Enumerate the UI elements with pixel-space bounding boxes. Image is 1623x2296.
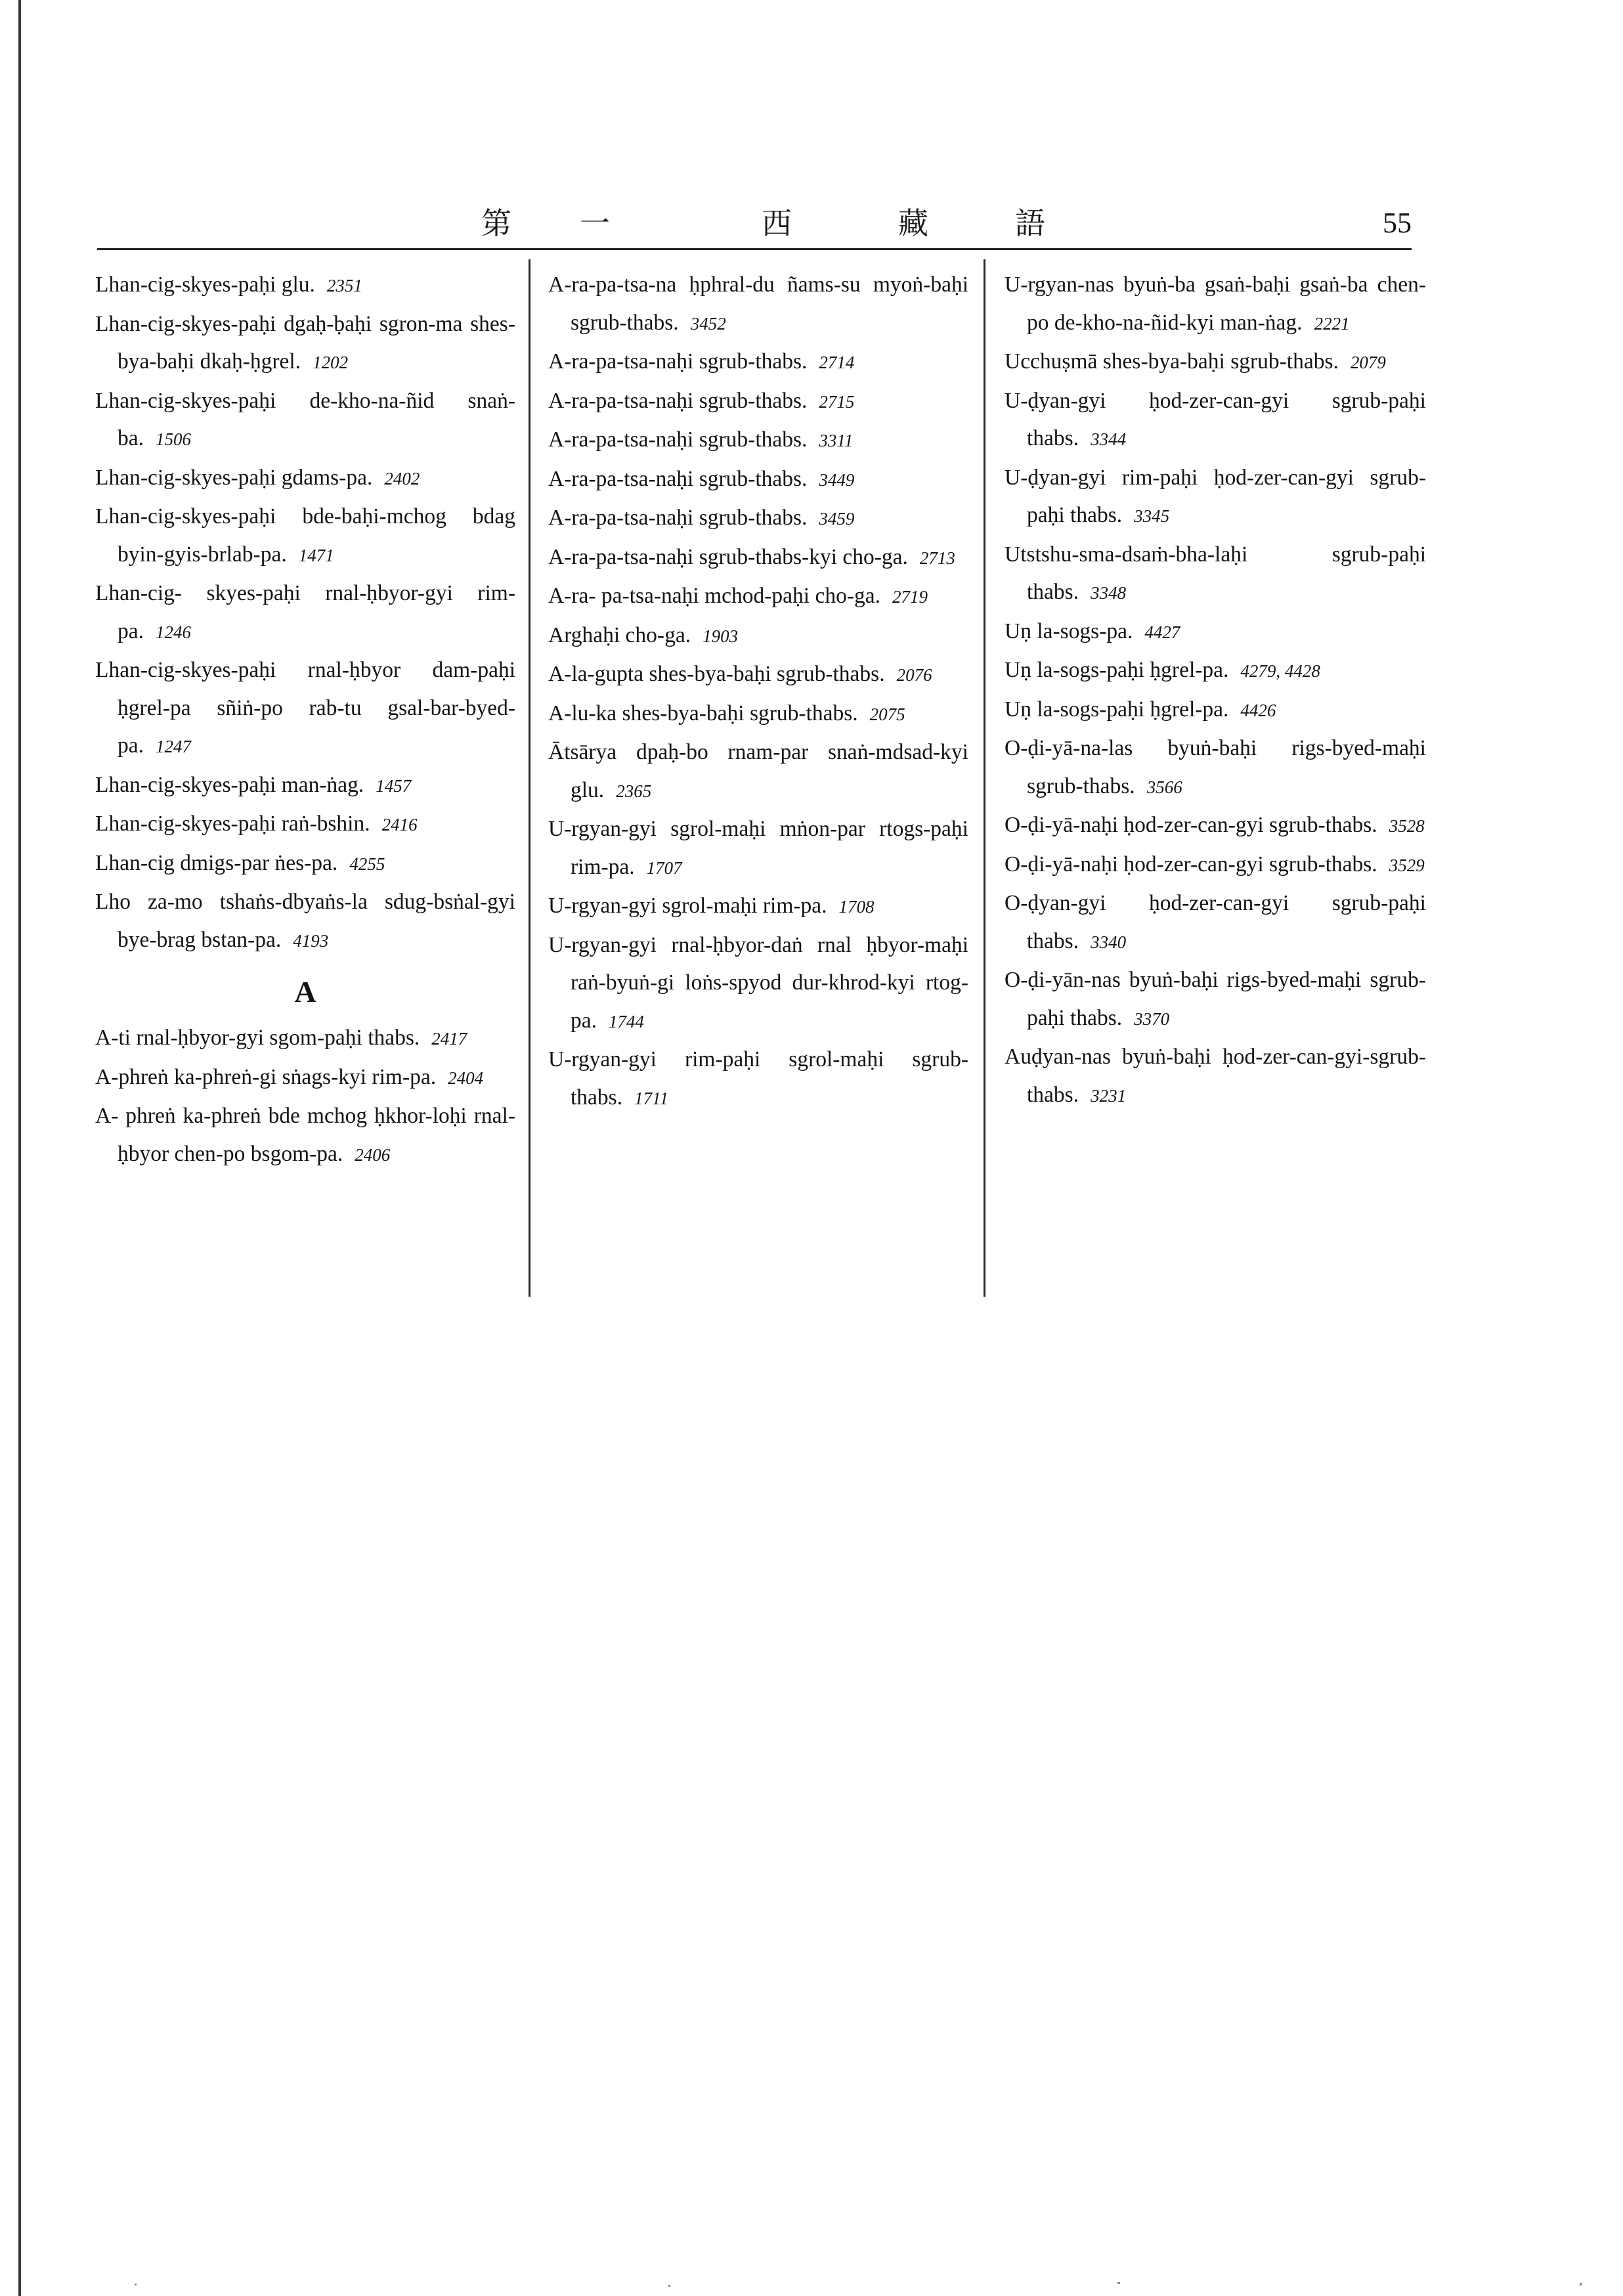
entry-ref-number: 2713: [919, 548, 955, 568]
entry-title: A- phreṅ ka-phreṅ bde mchog ḥkhor-loḥi rnal-ḥbyor chen-po bsgom-pa.: [95, 1104, 515, 1166]
index-entry: [1005, 691, 1426, 730]
index-entry: [95, 1097, 515, 1174]
index-entry: [1005, 729, 1426, 806]
entry-title: O-ḍyan-gyi ḥod-zer-can-gyi sgrub-paḥi thabs.: [1005, 891, 1426, 953]
entry-title: A-ti rnal-ḥbyor-gyi sgom-paḥi thabs.: [95, 1026, 420, 1050]
index-entry: [95, 844, 515, 884]
index-entry: [548, 810, 968, 887]
index-entry: [548, 499, 968, 538]
index-entry: [95, 574, 515, 651]
entry-ref-number: 3231: [1091, 1085, 1127, 1106]
entry-title: O-ḍi-yā-naḥi ḥod-zer-can-gyi sgrub-thabs.: [1005, 813, 1377, 837]
page-number: 55: [1383, 207, 1412, 239]
entry-ref-number: 1711: [634, 1088, 669, 1108]
entry-title: U-rgyan-nas byuṅ-ba gsaṅ-baḥi gsaṅ-ba chen-po de-kho-na-ñid-kyi man-ṅag.: [1005, 272, 1426, 335]
index-entry: [95, 382, 515, 459]
entry-title: Uṇ la-sogs-paḥi ḥgrel-pa.: [1005, 658, 1229, 682]
entry-ref-number: 4193: [293, 930, 329, 951]
entry-title: Uṇ la-sogs-paḥi ḥgrel-pa.: [1005, 697, 1229, 722]
entry-ref-number: 1457: [376, 775, 412, 796]
index-entry: [548, 733, 968, 810]
entry-ref-number: 2221: [1314, 313, 1350, 334]
entry-ref-number: 3340: [1091, 932, 1127, 952]
entry-ref-number: 1471: [298, 545, 334, 565]
header-char-3: 西: [762, 206, 792, 241]
entry-ref-number: 3449: [819, 469, 855, 490]
entry-ref-number: 1246: [156, 622, 191, 642]
entry-ref-number: 2406: [355, 1144, 391, 1165]
entry-title: Ucchuṣmā shes-bya-baḥi sgrub-thabs.: [1005, 349, 1339, 374]
entry-title: Lhan-cig-skyes-paḥi dgaḥ-ḅaḥi sgron-ma shes-bya-baḥi dkaḥ-ḥgrel.: [95, 311, 515, 374]
index-entry: [548, 382, 968, 422]
entry-title: O-ḍi-yā-naḥi ḥod-zer-can-gyi sgrub-thabs.: [1005, 852, 1377, 877]
entry-title: Lhan-cig-skyes-paḥi raṅ-bshin.: [95, 812, 370, 836]
entry-ref-number: 3345: [1134, 506, 1170, 526]
index-entry: [548, 1041, 968, 1117]
entry-ref-number: 2417: [431, 1029, 467, 1049]
entry-title: A-ra-pa-tsa-na ḥphral-du ñams-su myoṅ-baḥi sgrub-thabs.: [548, 272, 968, 335]
index-entry: [95, 766, 515, 806]
index-entry: [548, 887, 968, 926]
entry-ref-number: 4427: [1144, 622, 1180, 642]
index-entry: [95, 1058, 515, 1098]
header-char-2: 一: [580, 206, 610, 241]
header-rule: [97, 248, 1412, 250]
entry-ref-number: 3348: [1091, 583, 1127, 603]
index-entry: [1005, 651, 1426, 691]
entry-title: O-ḍi-yān-nas byuṅ-baḥi rigs-byed-maḥi sgrub-paḥi thabs.: [1005, 968, 1426, 1030]
scan-edge-line: [18, 0, 21, 2296]
index-entry: [548, 538, 968, 578]
entry-ref-number: 4426: [1240, 700, 1276, 720]
entry-title: Uṇ la-sogs-pa.: [1005, 618, 1133, 643]
index-entry: [548, 421, 968, 460]
entry-title: Lhan-cig-skyes-paḥi gdams-pa.: [95, 465, 373, 490]
entry-title: Utstshu-sma-dsaṁ-bha-laḥi sgrub-paḥi thabs.: [1005, 542, 1426, 604]
index-column-3: [1005, 266, 1426, 1115]
entry-ref-number: 2402: [384, 468, 420, 488]
entry-ref-number: 4279, 4428: [1240, 661, 1320, 681]
column-divider-2: [984, 259, 985, 1297]
entry-title: Auḍyan-nas byuṅ-baḥi ḥod-zer-can-gyi-sgrub-thabs.: [1005, 1045, 1426, 1107]
index-entry: [1005, 846, 1426, 885]
header-char-4: 藏: [898, 206, 928, 241]
section-letter: A: [294, 975, 316, 1008]
column-divider-1: [529, 259, 530, 1297]
index-entry: [95, 883, 515, 960]
entry-title: U-rgyan-gyi sgrol-maḥi rim-pa.: [548, 894, 827, 918]
header-char-1: 第: [481, 206, 511, 241]
entry-ref-number: 2714: [819, 353, 855, 372]
entry-ref-number: 4255: [349, 854, 385, 874]
index-entry: [548, 343, 968, 382]
entry-ref-number: 1707: [646, 857, 682, 878]
entry-title: Lho za-mo tshaṅs-dbyaṅs-la sdug-bsṅal-gyi bye-brag bstan-pa.: [95, 890, 515, 952]
entry-title: Arghaḥi cho-ga.: [548, 622, 691, 647]
entry-title: U-rgyan-gyi rnal-ḥbyor-daṅ rnal ḥbyor-maḥi raṅ-byuṅ-gi loṅs-spyod dur-khrod-kyi rtog-pa.: [548, 932, 968, 1033]
entry-ref-number: 2076: [896, 665, 932, 685]
index-column-1: [95, 266, 515, 1174]
entry-title: A-ra- pa-tsa-naḥi mchod-paḥi cho-ga.: [548, 584, 881, 608]
entry-ref-number: 3452: [690, 313, 726, 334]
entry-title: A-lu-ka shes-bya-baḥi sgrub-thabs.: [548, 701, 858, 726]
entry-ref-number: 1903: [703, 626, 739, 646]
entry-ref-number: 2416: [381, 815, 418, 834]
entry-ref-number: 3311: [819, 431, 854, 450]
entry-title: U-rgyan-gyi rim-paḥi sgrol-maḥi sgrub-thabs.: [548, 1047, 968, 1110]
entry-title: Lhan-cig dmigs-par ṅes-pa.: [95, 850, 338, 875]
entry-ref-number: 1202: [313, 353, 349, 372]
entry-ref-number: 3566: [1146, 777, 1182, 797]
entry-ref-number: 1708: [838, 897, 875, 917]
index-entry: [95, 805, 515, 844]
index-entry: [1005, 961, 1426, 1038]
entry-title: Lhan-cig-skyes-paḥi de-kho-na-ñid snaṅ-ba.: [95, 388, 515, 450]
entry-title: A-ra-pa-tsa-naḥi sgrub-thabs.: [548, 466, 808, 491]
index-entry: [1005, 1038, 1426, 1115]
entry-title: A-ra-pa-tsa-naḥi sgrub-thabs.: [548, 349, 808, 374]
entry-ref-number: 3528: [1389, 816, 1425, 836]
scan-speck: [668, 2285, 670, 2287]
entry-title: A-ra-pa-tsa-naḥi sgrub-thabs.: [548, 388, 808, 413]
entry-title: A-ra-pa-tsa-naḥi sgrub-thabs.: [548, 427, 808, 452]
index-entry: [1005, 266, 1426, 343]
index-entry: [95, 459, 515, 498]
index-column-2: [548, 266, 968, 1117]
entry-ref-number: 3459: [819, 509, 855, 529]
entry-ref-number: 2715: [819, 391, 855, 412]
entry-title: Lhan-cig-skyes-paḥi glu.: [95, 272, 315, 297]
entry-ref-number: 1744: [609, 1011, 644, 1031]
index-entry: [548, 926, 968, 1041]
entry-ref-number: 1506: [156, 429, 191, 449]
entry-ref-number: 2351: [326, 276, 362, 295]
entry-title: A-phreṅ ka-phreṅ-gi sṅags-kyi rim-pa.: [95, 1064, 437, 1089]
scan-speck: [1580, 2283, 1582, 2285]
entry-ref-number: 2404: [448, 1068, 484, 1088]
index-entry: [95, 1019, 515, 1058]
index-entry: [95, 651, 515, 766]
header-char-5: 語: [1015, 206, 1045, 241]
index-entry: [1005, 613, 1426, 652]
entry-title: A-ra-pa-tsa-naḥi sgrub-thabs-kyi cho-ga.: [548, 544, 908, 569]
index-entry: [95, 266, 515, 305]
index-entry: [95, 498, 515, 574]
entry-title: U-ḍyan-gyi ḥod-zer-can-gyi sgrub-paḥi thabs.: [1005, 388, 1426, 450]
scan-speck: [1117, 2282, 1120, 2284]
index-entry: [548, 655, 968, 695]
index-entry: [548, 460, 968, 500]
entry-ref-number: 3529: [1389, 855, 1425, 875]
index-entry: [548, 695, 968, 734]
entry-ref-number: 3370: [1134, 1008, 1170, 1029]
index-entry: [548, 617, 968, 656]
entry-ref-number: 2365: [616, 781, 652, 801]
entry-title: Lhan-cig-skyes-paḥi rnal-ḥbyor dam-paḥi ḥgrel-pa sñiṅ-po rab-tu gsal-bar-byed-pa.: [95, 658, 515, 758]
scan-speck: [135, 2284, 137, 2285]
index-entry: [548, 266, 968, 343]
index-entry: [95, 305, 515, 382]
entry-title: A-la-gupta shes-bya-baḥi sgrub-thabs.: [548, 662, 885, 686]
running-header: [97, 197, 1412, 249]
entry-ref-number: 1247: [156, 737, 191, 756]
index-entry: [1005, 884, 1426, 961]
index-entry: [1005, 536, 1426, 613]
entry-title: U-rgyan-gyi sgrol-maḥi mṅon-par rtogs-paḥi rim-pa.: [548, 817, 968, 879]
entry-title: U-ḍyan-gyi rim-paḥi ḥod-zer-can-gyi sgrub-paḥi thabs.: [1005, 465, 1426, 527]
entry-title: Lhan-cig-skyes-paḥi man-ṅag.: [95, 772, 364, 797]
entry-ref-number: 2719: [892, 587, 928, 607]
entry-title: Lhan-cig- skyes-paḥi rnal-ḥbyor-gyi rim-pa.: [95, 581, 515, 643]
entry-title: O-ḍi-yā-na-las byuṅ-baḥi rigs-byed-maḥi sgrub-thabs.: [1005, 736, 1426, 798]
index-entry: [548, 577, 968, 617]
entry-title: Lhan-cig-skyes-paḥi bde-baḥi-mchog bdag byin-gyis-brlab-pa.: [95, 504, 515, 567]
entry-title: A-ra-pa-tsa-naḥi sgrub-thabs.: [548, 506, 808, 530]
entry-title: Ātsārya dpaḥ-bo rnam-par snaṅ-mdsad-kyi glu.: [548, 740, 968, 802]
index-entry: [1005, 806, 1426, 846]
index-entry: [1005, 382, 1426, 459]
entry-ref-number: 3344: [1091, 429, 1127, 449]
index-entry: [1005, 459, 1426, 536]
entry-ref-number: 2075: [869, 704, 905, 724]
entry-ref-number: 2079: [1350, 353, 1386, 372]
index-entry: [1005, 343, 1426, 382]
